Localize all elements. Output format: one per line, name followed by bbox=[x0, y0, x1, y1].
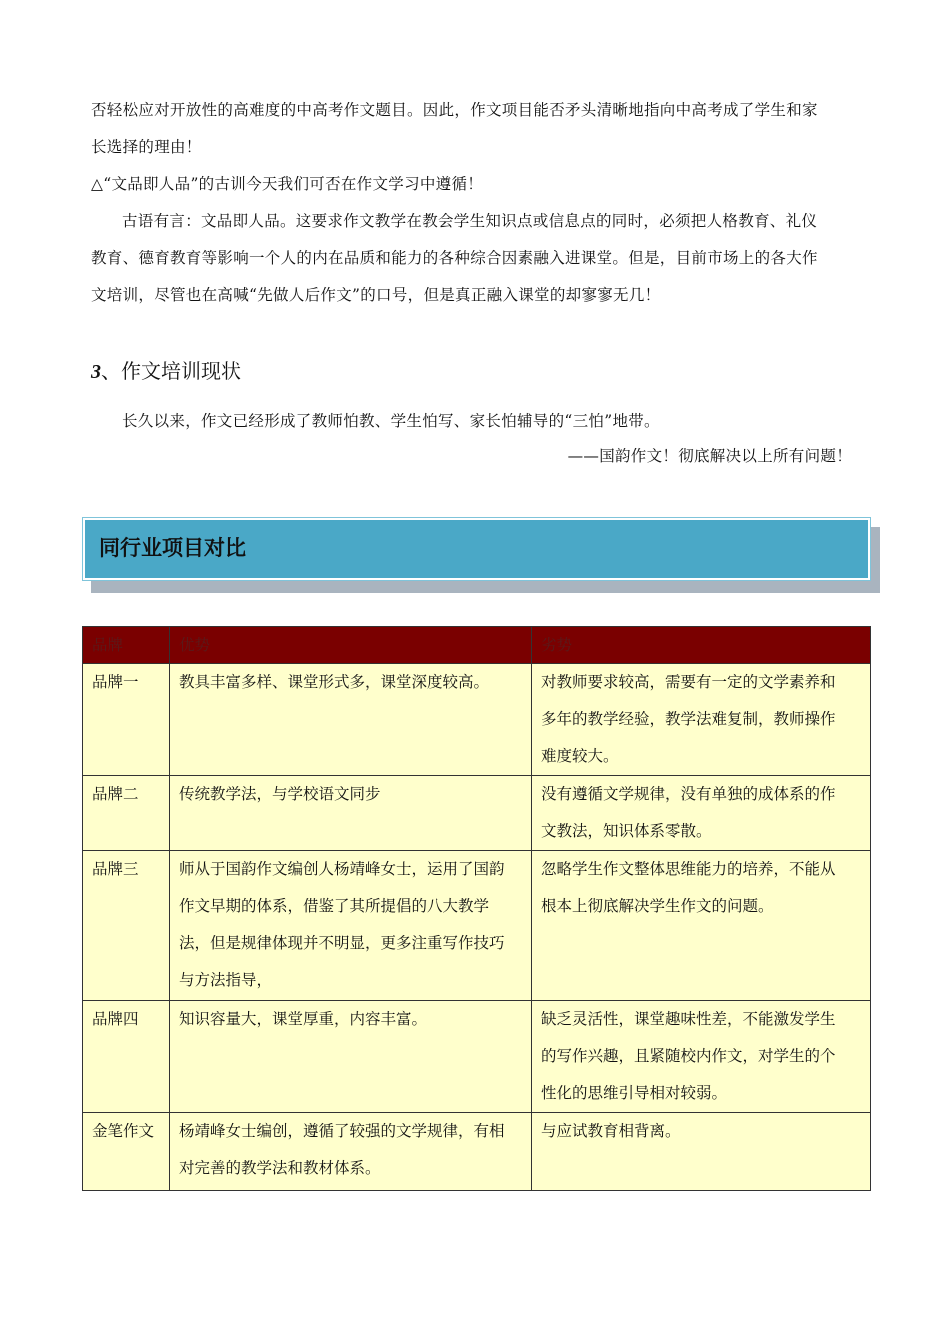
cell-line: 文教法，知识体系零散。 bbox=[541, 822, 712, 840]
cell-line: 性化的思维引导相对较弱。 bbox=[541, 1084, 728, 1102]
table-row bbox=[83, 664, 871, 776]
cell-line: 师从于国韵作文编创人杨靖峰女士，运用了国韵 bbox=[179, 860, 505, 878]
table-row bbox=[83, 1113, 871, 1191]
cell-line: 教具丰富多样、课堂形式多，课堂深度较高。 bbox=[179, 673, 490, 691]
cell-line: 与方法指导， bbox=[179, 971, 273, 989]
paragraph-line: 文培训，尽管也在高喊“先做人后作文”的口号，但是真正融入课堂的却寥寥无几！ bbox=[91, 286, 661, 304]
cons-cell bbox=[532, 1113, 871, 1191]
paragraph-question: △“文品即人品”的古训今天我们可否在作文学习中遵循！ bbox=[91, 175, 484, 193]
paragraph-line: 长久以来，作文已经形成了教师怕教、学生怕写、家长怕辅导的“三怕”地带。 bbox=[122, 412, 660, 430]
section-title: 、作文培训现状 bbox=[101, 359, 241, 383]
cell-line: 与应试教育相背离。 bbox=[541, 1122, 681, 1140]
cell-line: 的写作兴趣，且紧随校内作文，对学生的个 bbox=[541, 1047, 836, 1065]
brand-cell: 品牌三 bbox=[83, 851, 170, 1001]
cell-line: 忽略学生作文整体思维能力的培养，不能从 bbox=[541, 860, 836, 878]
cell-line: 对教师要求较高，需要有一定的文学素养和 bbox=[541, 673, 836, 691]
cell-line: 难度较大。 bbox=[541, 747, 619, 765]
brand-cell: 品牌四 bbox=[83, 1001, 170, 1113]
cons-cell bbox=[532, 776, 871, 851]
cons-cell bbox=[532, 1001, 871, 1113]
header-cons: 劣势 bbox=[532, 627, 871, 664]
brand-cell: 品牌一 bbox=[83, 664, 170, 776]
paragraph-intro bbox=[91, 92, 871, 166]
cell-line: 多年的教学经验，教学法难复制，教师操作 bbox=[541, 710, 836, 728]
section-body bbox=[91, 403, 871, 440]
table-row bbox=[83, 1001, 871, 1113]
section-number: 3 bbox=[91, 361, 101, 383]
cell-line: 传统教学法，与学校语文同步 bbox=[179, 785, 381, 803]
brand-cell: 品牌二 bbox=[83, 776, 170, 851]
section-banner bbox=[83, 518, 870, 580]
cons-cell bbox=[532, 664, 871, 776]
table-header-row bbox=[83, 627, 871, 664]
header-pros: 优势 bbox=[170, 627, 532, 664]
cell-line: 法，但是规律体现并不明显，更多注重写作技巧 bbox=[179, 934, 505, 952]
pros-cell bbox=[170, 1113, 532, 1191]
table-row bbox=[83, 851, 871, 1001]
cell-line: 对完善的教学法和教材体系。 bbox=[179, 1159, 381, 1177]
cell-line: 杨靖峰女士编创，遵循了较强的文学规律，有相 bbox=[179, 1122, 505, 1140]
paragraph-line: 教育、德育教育等影响一个人的内在品质和能力的各种综合因素融入进课堂。但是，目前市场上的各大作 bbox=[91, 249, 818, 267]
table-row bbox=[83, 776, 871, 851]
paragraph-line: 长选择的理由！ bbox=[91, 138, 202, 156]
cell-line: 作文早期的体系，借鉴了其所提倡的八大教学 bbox=[179, 897, 490, 915]
signature-line: ——国韵作文！彻底解决以上所有问题！ bbox=[567, 447, 852, 465]
pros-cell bbox=[170, 664, 532, 776]
cell-line: 没有遵循文学规律，没有单独的成体系的作 bbox=[541, 785, 836, 803]
pros-cell bbox=[170, 851, 532, 1001]
cell-line: 缺乏灵活性，课堂趣味性差，不能激发学生 bbox=[541, 1010, 836, 1028]
paragraph-ancient-saying bbox=[91, 203, 871, 314]
comparison-table bbox=[82, 626, 871, 1191]
cell-line: 知识容量大，课堂厚重，内容丰富。 bbox=[179, 1010, 428, 1028]
banner-title: 同行业项目对比 bbox=[99, 536, 246, 560]
section-heading bbox=[91, 355, 241, 384]
brand-cell: 金笔作文 bbox=[83, 1113, 170, 1191]
cons-cell bbox=[532, 851, 871, 1001]
pros-cell bbox=[170, 1001, 532, 1113]
cell-line: 根本上彻底解决学生作文的问题。 bbox=[541, 897, 774, 915]
paragraph-line: 古语有言：文品即人品。这要求作文教学在教会学生知识点或信息点的同时，必须把人格教育、礼仪 bbox=[122, 212, 818, 230]
paragraph-line: 否轻松应对开放性的高难度的中高考作文题目。因此，作文项目能否矛头清晰地指向中高考成了学生和家 bbox=[91, 101, 818, 119]
header-brand: 品牌 bbox=[83, 627, 170, 664]
pros-cell bbox=[170, 776, 532, 851]
